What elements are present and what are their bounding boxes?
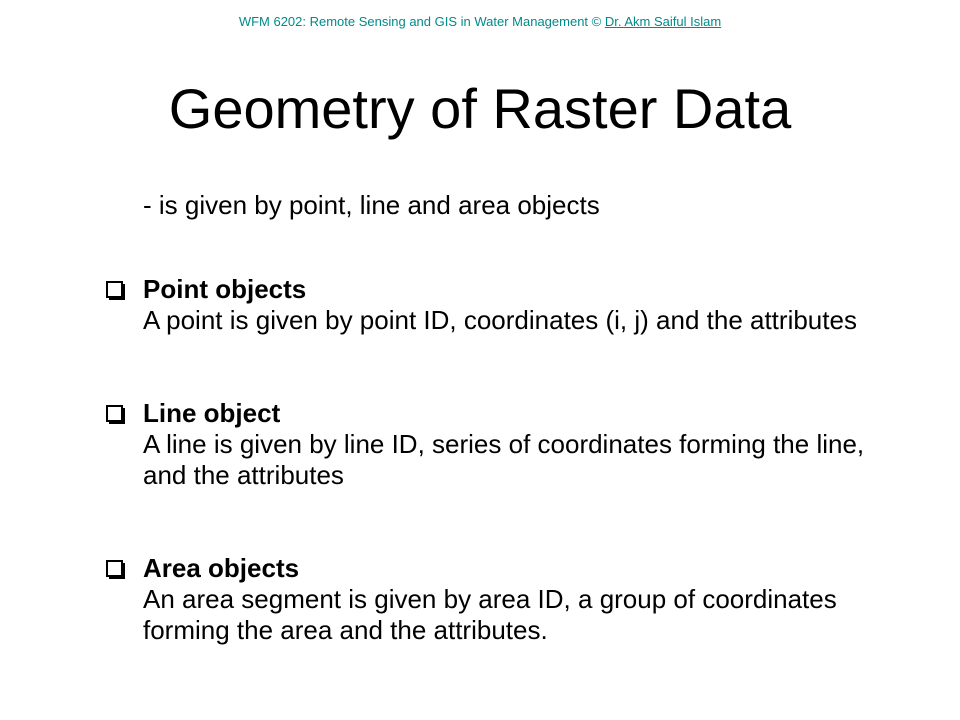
slide-subtitle: - is given by point, line and area objects bbox=[143, 190, 600, 220]
bullet-text: A line is given by line ID, series of coordinates forming the line, and the attributes bbox=[143, 429, 865, 490]
bullet-text: An area segment is given by area ID, a group of coordinates forming the area and the attributes. bbox=[143, 584, 837, 645]
bullet-point-objects bbox=[104, 274, 904, 336]
checkbox-icon bbox=[106, 281, 125, 300]
bullet-heading: Line object bbox=[143, 398, 281, 428]
bullet-area-objects bbox=[104, 553, 904, 646]
checkbox-icon bbox=[106, 405, 125, 424]
checkbox-icon bbox=[106, 560, 125, 579]
course-header bbox=[0, 14, 960, 29]
author-link[interactable]: Dr. Akm Saiful Islam bbox=[604, 14, 722, 29]
bullet-heading: Area objects bbox=[143, 553, 300, 583]
bullet-line-object bbox=[104, 398, 904, 491]
bullet-text: A point is given by point ID, coordinates (i, j) and the attributes bbox=[143, 305, 857, 335]
bullet-list bbox=[104, 274, 904, 646]
bullet-heading: Point objects bbox=[143, 274, 307, 304]
course-header-text: WFM 6202: Remote Sensing and GIS in Water Management © bbox=[238, 14, 605, 29]
slide-title: Geometry of Raster Data bbox=[168, 77, 792, 140]
